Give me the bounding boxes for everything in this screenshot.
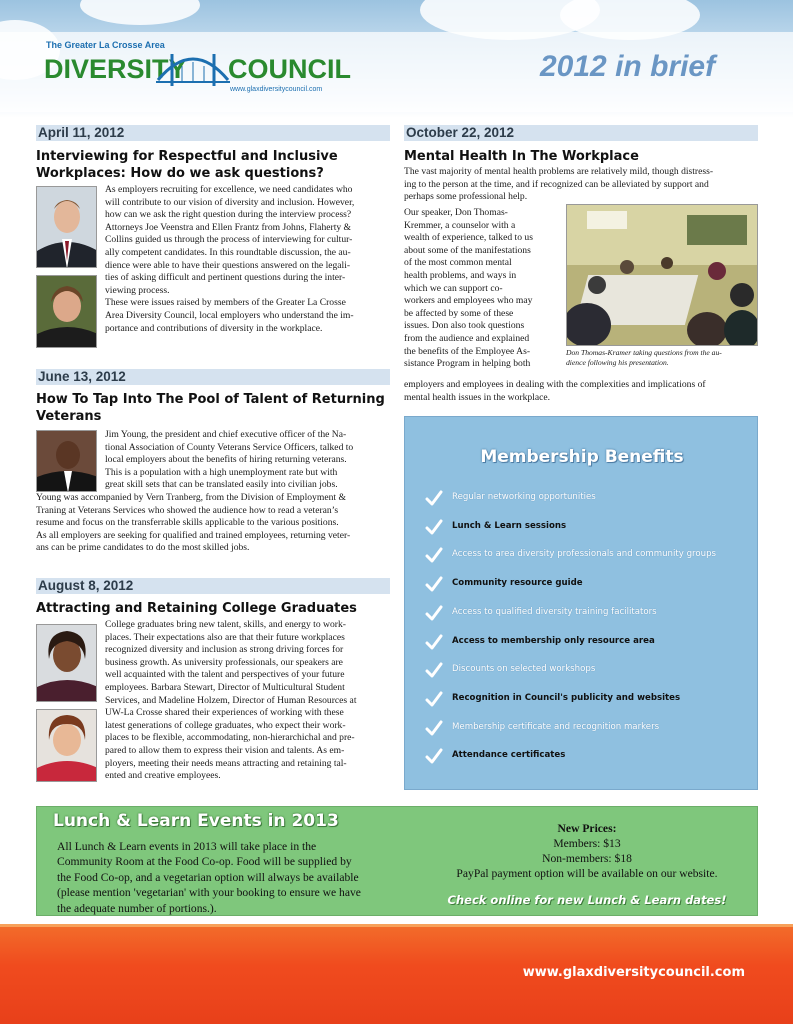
date-bar-april: April 11, 2012: [36, 125, 390, 141]
lunch-learn-description: All Lunch & Learn events in 2013 will take place in the Community Room at the Food Co-op. Food will be supplied by the Food Co-op, and a vegetarian option will always be available (please mention 'vegetarian' with your booking to ensure we have the adequate number of portions.).: [57, 840, 361, 915]
speaker-photo-madeline-holzem: [36, 709, 97, 782]
article-body-veterans: Jim Young, the president and chief executive officer of the Na- tional Association of County Veterans Service Officers, talked to local employers about the benefits of hiring returning veterans. This is a population with a high unemployment rate but with great skill sets that can be translated easily into civilian jobs.: [105, 429, 354, 491]
date-bar-august: August 8, 2012: [36, 578, 390, 594]
checkmark-icon: [425, 661, 443, 679]
date-bar-october: October 22, 2012: [404, 125, 758, 141]
checkmark-icon: [425, 575, 443, 593]
article-body-veterans-cont: Young was accompanied by Vern Tranberg, from the Division of Employment & Traning at Veterans Services who showed the audience how to read a veteran’s resume and focus on the transferrable skills applicable to the various positions. As all employers are seeking for qualified and trained employees, returning veter- ans can be prime candidates to do the most skilled jobs.: [36, 492, 351, 554]
checkmark-icon: [425, 518, 443, 536]
paypal-note: PayPal payment option will be available on our website.: [456, 867, 718, 880]
checkmark-icon: [425, 747, 443, 765]
speaker-photo-man: [36, 186, 97, 268]
logo-url[interactable]: www.glaxdiversitycouncil.com: [230, 86, 323, 93]
benefit-item: [425, 575, 755, 595]
logo-word-council: COUNCIL: [228, 54, 351, 84]
article-title-graduates: Attracting and Retaining College Graduates: [36, 601, 357, 616]
lunch-learn-box: [36, 806, 758, 916]
article-intro-mental-health: The vast majority of mental health problems are relatively mild, though distress- ing to the person at the time, and if recognized can be alleviated by support and perhaps some professional help.: [404, 166, 714, 203]
prices-block: [417, 821, 757, 881]
check-online-link[interactable]: Check online for new Lunch & Learn dates!: [447, 893, 727, 907]
benefit-item: [425, 489, 755, 509]
speaker-photo-jim-young: [36, 430, 97, 492]
article-title-interviewing: Interviewing for Respectful and Inclusive Workplaces: How do we ask questions?: [36, 149, 338, 181]
benefit-label: Regular networking opportunities: [452, 492, 596, 502]
date-bar-june: June 13, 2012: [36, 369, 390, 385]
page-title: 2012 in brief: [540, 50, 716, 83]
benefit-label: Membership certificate and recognition markers: [452, 721, 660, 732]
checkmark-icon: [425, 604, 443, 622]
diversity-council-logo[interactable]: [44, 40, 351, 100]
benefit-label: Discounts on selected workshops: [452, 664, 596, 675]
article-title-mental-health: Mental Health In The Workplace: [404, 149, 639, 164]
article-outro-mental-health: employers and employees in dealing with the complexities and implications of mental health issues in the workplace.: [404, 379, 706, 403]
benefit-label: Access to qualified diversity training facilitators: [452, 606, 657, 617]
lunch-learn-title: Lunch & Learn Events in 2013: [53, 811, 339, 831]
checkmark-icon: [425, 489, 443, 507]
article-body-graduates: College graduates bring new talent, skills, and energy to work- places. Their expectations also are that their future workplaces recognized diversity and inclusion as strong driving forces for business growth. As university professionals, our speakers are well acquainted with the talent and perspectives of your future employees. Barbara Stewart, Director of Multicultural Student Services, and Madeline Holzem, Director of Human Resources at UW-La Crosse shared their experiences of working with these latest generations of college graduates, who expect their work- places to be flexible, accommodating, non-hierarchichal and pre- pared to allow them to express their vision and talents. As em- ployers, meeting their needs means attracting and retaining tal- ented and creative employees.: [105, 619, 357, 782]
benefit-label: Recognition in Council's publicity and websites: [452, 692, 681, 703]
presentation-photo: [566, 204, 758, 346]
footer-band: [0, 924, 793, 1024]
photo-caption: Don Thomas-Kramer taking questions from the au- dience following his presentation.: [566, 348, 722, 367]
checkmark-icon: [425, 633, 443, 651]
benefit-item: [425, 690, 755, 710]
logo-tagline: The Greater La Crosse Area: [46, 40, 165, 50]
benefit-item: [425, 633, 755, 653]
prices-title: New Prices:: [557, 822, 617, 835]
membership-benefits-title: Membership Benefits: [480, 447, 684, 467]
price-members: Members: $13: [553, 837, 621, 850]
speaker-photo-woman: [36, 275, 97, 348]
checkmark-icon: [425, 546, 443, 564]
membership-benefits-box: [404, 416, 758, 790]
footer-website-link[interactable]: www.glaxdiversitycouncil.com: [522, 965, 745, 980]
article-body-mental-health: Our speaker, Don Thomas- Kremmer, a counselor with a wealth of experience, talked to us about some of the manifestations of the most common mental health problems, and ways in which we can support co- workers and employees who may be affected by some of these issues. Don also took questions from the audience and explained the benefits of the Employee As- sistance Program in helping both: [404, 207, 533, 370]
benefit-label: Access to membership only resource area: [452, 635, 655, 646]
benefit-item: [425, 518, 755, 538]
benefit-item: [425, 604, 755, 624]
benefit-label: Attendance certificates: [452, 750, 566, 761]
bridge-icon: [156, 44, 230, 92]
benefit-label: Lunch & Learn sessions: [452, 520, 567, 531]
header-banner: [0, 0, 793, 118]
benefit-label: Access to area diversity professionals and community groups: [452, 549, 717, 560]
checkmark-icon: [425, 690, 443, 708]
speaker-photo-barbara-stewart: [36, 624, 97, 702]
benefit-item: [425, 719, 755, 739]
price-nonmembers: Non-members: $18: [542, 852, 632, 865]
logo-word-diversity: DIVERSITY: [44, 54, 187, 84]
benefit-item: [425, 747, 755, 767]
benefit-item: [425, 661, 755, 681]
checkmark-icon: [425, 719, 443, 737]
article-title-veterans: How To Tap Into The Pool of Talent of Returning Veterans: [36, 392, 385, 424]
benefit-label: Community resource guide: [452, 578, 583, 589]
article-body-interviewing: As employers recruiting for excellence, we need candidates who will contribute to our vision of diversity and inclusion. However, how can we ask the right question during the interview process? Attorneys Joe Veenstra and Ellen Frantz from Johns, Flaherty & Collins guided us through the process of interviewing for cultur- ally competent candidates. In this roundtable discussion, the au- dience were able to have their questions answered on the legali- ties of asking difficult and pertinent questions during the inter- viewing process. These were issues raised by members of the Greater La Crosse Area Diversity Council, local employers who understand the im- portance and contributions of diversity in the workplace.: [105, 184, 355, 334]
benefit-item: [425, 546, 755, 566]
